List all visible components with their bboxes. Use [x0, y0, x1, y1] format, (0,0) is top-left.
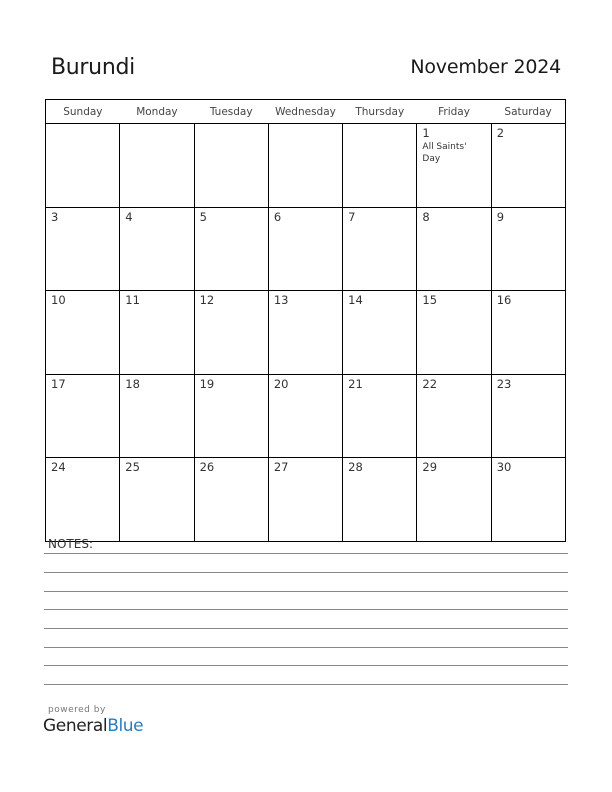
holiday-label: All Saints' Day — [422, 142, 467, 164]
day-cell — [491, 291, 565, 375]
weekday-wednesday: Wednesday — [268, 100, 342, 124]
week-row — [46, 207, 566, 291]
day-number: 1 — [422, 126, 430, 140]
day-cell — [120, 124, 194, 208]
day-cell — [120, 458, 194, 542]
note-line — [44, 572, 568, 573]
day-number: 23 — [496, 376, 512, 391]
day-cell — [194, 458, 268, 542]
weekday-thursday: Thursday — [343, 100, 417, 124]
day-number: 19 — [199, 376, 215, 391]
day-number: 4 — [125, 209, 133, 224]
note-line — [44, 591, 568, 592]
weekday-friday: Friday — [417, 100, 491, 124]
day-number: 8 — [422, 209, 430, 224]
day-number: 18 — [125, 376, 140, 391]
day-number: 15 — [422, 293, 438, 307]
day-number: 17 — [51, 376, 66, 391]
weekday-saturday: Saturday — [491, 100, 565, 124]
day-cell — [268, 291, 342, 375]
day-cell — [194, 124, 268, 208]
day-cell — [194, 207, 268, 291]
week-row — [46, 124, 566, 208]
day-number: 12 — [199, 293, 215, 307]
day-cell — [491, 458, 565, 542]
day-cell — [46, 207, 120, 291]
weekday-tuesday: Tuesday — [194, 100, 268, 124]
day-cell — [46, 291, 120, 375]
note-line — [44, 665, 568, 666]
weekday-sunday: Sunday — [46, 100, 120, 124]
day-number: 2 — [496, 126, 505, 140]
day-number: 13 — [273, 293, 289, 307]
brand-general: General — [43, 716, 108, 736]
day-number: 27 — [273, 460, 289, 474]
day-number: 3 — [51, 209, 59, 224]
day-cell — [343, 207, 417, 291]
day-number: 20 — [273, 376, 289, 391]
day-number: 21 — [348, 376, 363, 391]
day-cell — [343, 124, 417, 208]
day-number: 6 — [273, 209, 282, 224]
day-cell — [417, 291, 491, 375]
day-number: 29 — [422, 460, 438, 474]
day-cell — [491, 207, 565, 291]
weekday-monday: Monday — [120, 100, 194, 124]
day-number: 22 — [422, 376, 438, 391]
day-number: 9 — [496, 209, 505, 224]
day-cell — [417, 374, 491, 458]
day-cell — [120, 374, 194, 458]
day-cell — [417, 458, 491, 542]
notes-label: NOTES: — [48, 537, 93, 551]
day-number: 26 — [199, 460, 215, 474]
week-row — [46, 291, 566, 375]
day-cell — [120, 291, 194, 375]
day-cell — [194, 291, 268, 375]
day-cell — [491, 124, 565, 208]
generalblue-logo — [43, 716, 143, 736]
day-number: 24 — [51, 460, 66, 474]
month-year-title: November 2024 — [410, 56, 561, 78]
powered-by-text: powered by — [48, 705, 106, 715]
day-number: 10 — [51, 293, 66, 307]
day-cell-holiday — [417, 124, 491, 208]
day-cell — [268, 374, 342, 458]
note-line — [44, 609, 568, 610]
day-number: 25 — [125, 460, 140, 474]
day-number: 30 — [496, 460, 512, 474]
country-title: Burundi — [51, 55, 135, 80]
note-line — [44, 553, 568, 554]
weekday-header-row — [46, 100, 566, 124]
day-number: 11 — [125, 293, 140, 307]
day-cell — [343, 458, 417, 542]
note-line — [44, 684, 568, 685]
day-cell — [491, 374, 565, 458]
day-cell — [194, 374, 268, 458]
note-line — [44, 647, 568, 648]
brand-blue: Blue — [107, 716, 144, 736]
day-cell — [120, 207, 194, 291]
calendar-grid — [45, 99, 566, 542]
day-cell — [268, 124, 342, 208]
week-row — [46, 374, 566, 458]
day-cell — [417, 207, 491, 291]
day-cell — [46, 124, 120, 208]
day-cell — [46, 458, 120, 542]
day-number: 28 — [348, 460, 363, 474]
week-row — [46, 458, 566, 542]
day-number: 16 — [496, 293, 512, 307]
day-number: 5 — [199, 209, 207, 224]
day-number: 7 — [348, 209, 356, 224]
day-cell — [343, 291, 417, 375]
day-cell — [268, 207, 342, 291]
day-cell — [46, 374, 120, 458]
day-cell — [343, 374, 417, 458]
day-cell — [268, 458, 342, 542]
day-number: 14 — [348, 293, 363, 307]
note-line — [44, 628, 568, 629]
